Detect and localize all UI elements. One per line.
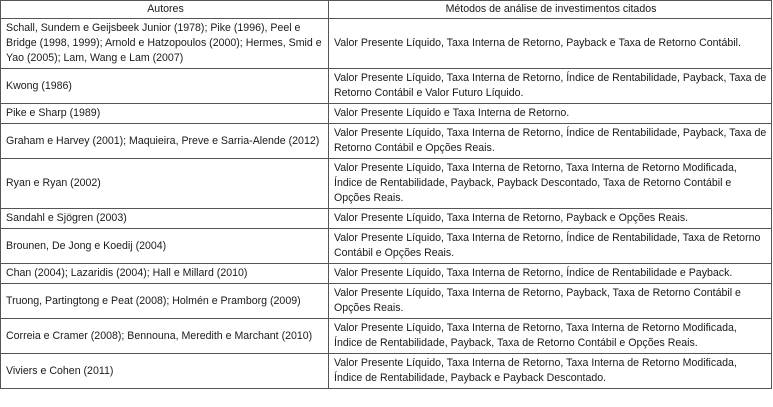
methods-cell: Valor Presente Líquido, Taxa Interna de Retorno, Taxa Interna de Retorno Modificada, Índice de Rentabilidade, Payback e Payback Descontado. (329, 354, 772, 389)
table-row (1, 229, 772, 264)
authors-cell: Graham e Harvey (2001); Maquieira, Preve e Sarria-Alende (2012) (1, 124, 329, 159)
table-row (1, 264, 772, 284)
header-row (1, 1, 772, 19)
table-row (1, 159, 772, 209)
table-row (1, 104, 772, 124)
authors-cell: Truong, Partingtong e Peat (2008); Holmén e Pramborg (2009) (1, 284, 329, 319)
methods-cell: Valor Presente Líquido, Taxa Interna de Retorno, Taxa Interna de Retorno Modificada, Índice de Rentabilidade, Payback, Taxa de Retorno Contábil e Opções Reais. (329, 319, 772, 354)
methods-cell: Valor Presente Líquido, Taxa Interna de Retorno, Índice de Rentabilidade, Payback, Taxa de Retorno Contábil e Valor Futuro Líquido. (329, 69, 772, 104)
methods-cell: Valor Presente Líquido, Taxa Interna de Retorno, Payback e Opções Reais. (329, 209, 772, 229)
table-row (1, 69, 772, 104)
authors-cell: Schall, Sundem e Geijsbeek Junior (1978); Pike (1996), Peel e Bridge (1998, 1999); Arnold e Hatzopoulos (2000); Hermes, Smid e Yao (2005); Lam, Wang e Lam (2007) (1, 19, 329, 69)
authors-cell: Sandahl e Sjögren (2003) (1, 209, 329, 229)
authors-cell: Correia e Cramer (2008); Bennouna, Meredith e Marchant (2010) (1, 319, 329, 354)
header-authors: Autores (1, 1, 329, 19)
table-row (1, 124, 772, 159)
methods-cell: Valor Presente Líquido, Taxa Interna de Retorno, Payback e Taxa de Retorno Contábil. (329, 19, 772, 69)
methods-cell: Valor Presente Líquido, Taxa Interna de Retorno, Payback, Taxa de Retorno Contábil e Opções Reais. (329, 284, 772, 319)
methods-cell: Valor Presente Líquido, Taxa Interna de Retorno, Taxa Interna de Retorno Modificada, Índice de Rentabilidade, Payback, Payback Descontado, Taxa de Retorno Contábil e Opções Reais. (329, 159, 772, 209)
methods-cell: Valor Presente Líquido, Taxa Interna de Retorno, Índice de Rentabilidade, Payback, Taxa de Retorno Contábil e Opções Reais. (329, 124, 772, 159)
methods-cell: Valor Presente Líquido, Taxa Interna de Retorno, Índice de Rentabilidade, Taxa de Retorno Contábil e Opções Reais. (329, 229, 772, 264)
table-row (1, 354, 772, 389)
methods-cell: Valor Presente Líquido, Taxa Interna de Retorno, Índice de Rentabilidade e Payback. (329, 264, 772, 284)
table-row (1, 284, 772, 319)
authors-cell: Chan (2004); Lazaridis (2004); Hall e Millard (2010) (1, 264, 329, 284)
table-row (1, 19, 772, 69)
authors-cell: Brounen, De Jong e Koedij (2004) (1, 229, 329, 264)
authors-cell: Pike e Sharp (1989) (1, 104, 329, 124)
table-row (1, 209, 772, 229)
authors-cell: Ryan e Ryan (2002) (1, 159, 329, 209)
methods-cell: Valor Presente Líquido e Taxa Interna de Retorno. (329, 104, 772, 124)
table-row (1, 319, 772, 354)
authors-cell: Kwong (1986) (1, 69, 329, 104)
authors-cell: Viviers e Cohen (2011) (1, 354, 329, 389)
header-methods: Métodos de análise de investimentos citados (329, 1, 772, 19)
